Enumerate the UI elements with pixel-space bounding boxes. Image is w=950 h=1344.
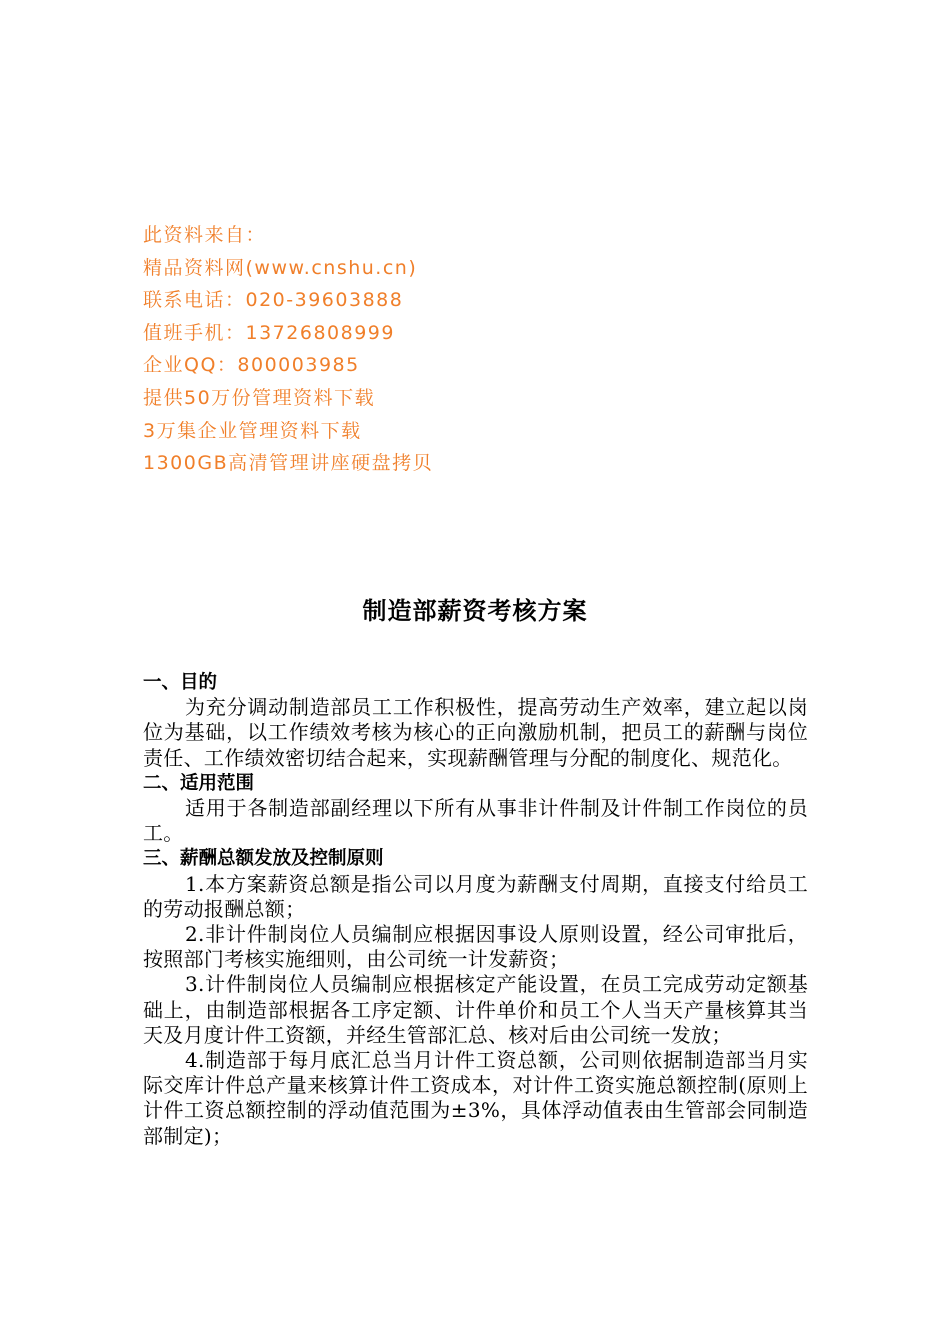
section-paragraph: 4.制造部于每月底汇总当月计件工资总额，公司则依据制造部当月实际交库计件总产量来核算计件工资成本，对计件工资实施总额控制(原则上计件工资总额控制的浮动值范围为±3%，具体浮动值表由生管部会同制造部制定)；	[143, 1048, 808, 1148]
source-mobile-line: 值班手机：13726808999	[143, 321, 395, 344]
section-salary-principles	[143, 846, 808, 1148]
section-paragraph: 适用于各制造部副经理以下所有从事非计件制及计件制工作岗位的员工。	[143, 795, 808, 846]
section-heading: 二、适用范围	[143, 772, 255, 794]
document-title: 制造部薪资考核方案	[362, 597, 588, 625]
source-info-block	[143, 219, 743, 480]
section-paragraph: 1.本方案薪资总额是指公司以月度为薪酬支付周期，直接支付给员工的劳动报酬总额；	[143, 871, 808, 921]
section-purpose	[143, 670, 808, 771]
source-phone-line: 联系电话：020-39603888	[143, 289, 404, 312]
source-offer-line-1: 提供50万份管理资料下载	[143, 386, 376, 409]
source-info-line: 此资料来自：	[143, 224, 267, 246]
section-scope	[143, 771, 808, 847]
source-offer-line-2: 3万集企业管理资料下载	[143, 419, 362, 442]
document-body	[143, 670, 808, 1149]
section-paragraph: 为充分调动制造部员工工作积极性，提高劳动生产效率，建立起以岗位为基础，以工作绩效考核为核心的正向激励机制，把员工的薪酬与岗位责任、工作绩效密切结合起来，实现薪酬管理与分配的制度化、规范化。	[143, 695, 808, 770]
section-heading: 一、目的	[143, 672, 218, 693]
source-website-line: 精品资料网(www.cnshu.cn)	[143, 256, 418, 279]
section-paragraph: 2.非计件制岗位人员编制应根据因事设人原则设置，经公司审批后，按照部门考核实施细则，由公司统一计发薪资；	[143, 921, 808, 972]
section-paragraph: 3.计件制岗位人员编制应根据核定产能设置，在员工完成劳动定额基础上，由制造部根据各工序定额、计件单价和员工个人当天产量核算其当天及月度计件工资额，并经生管部汇总、核对后由公司统一发放；	[143, 972, 808, 1047]
source-qq-line: 企业QQ：800003985	[143, 354, 360, 377]
source-offer-line-3: 1300GB高清管理讲座硬盘拷贝	[143, 452, 434, 475]
section-heading: 三、薪酬总额发放及控制原则	[143, 848, 384, 870]
